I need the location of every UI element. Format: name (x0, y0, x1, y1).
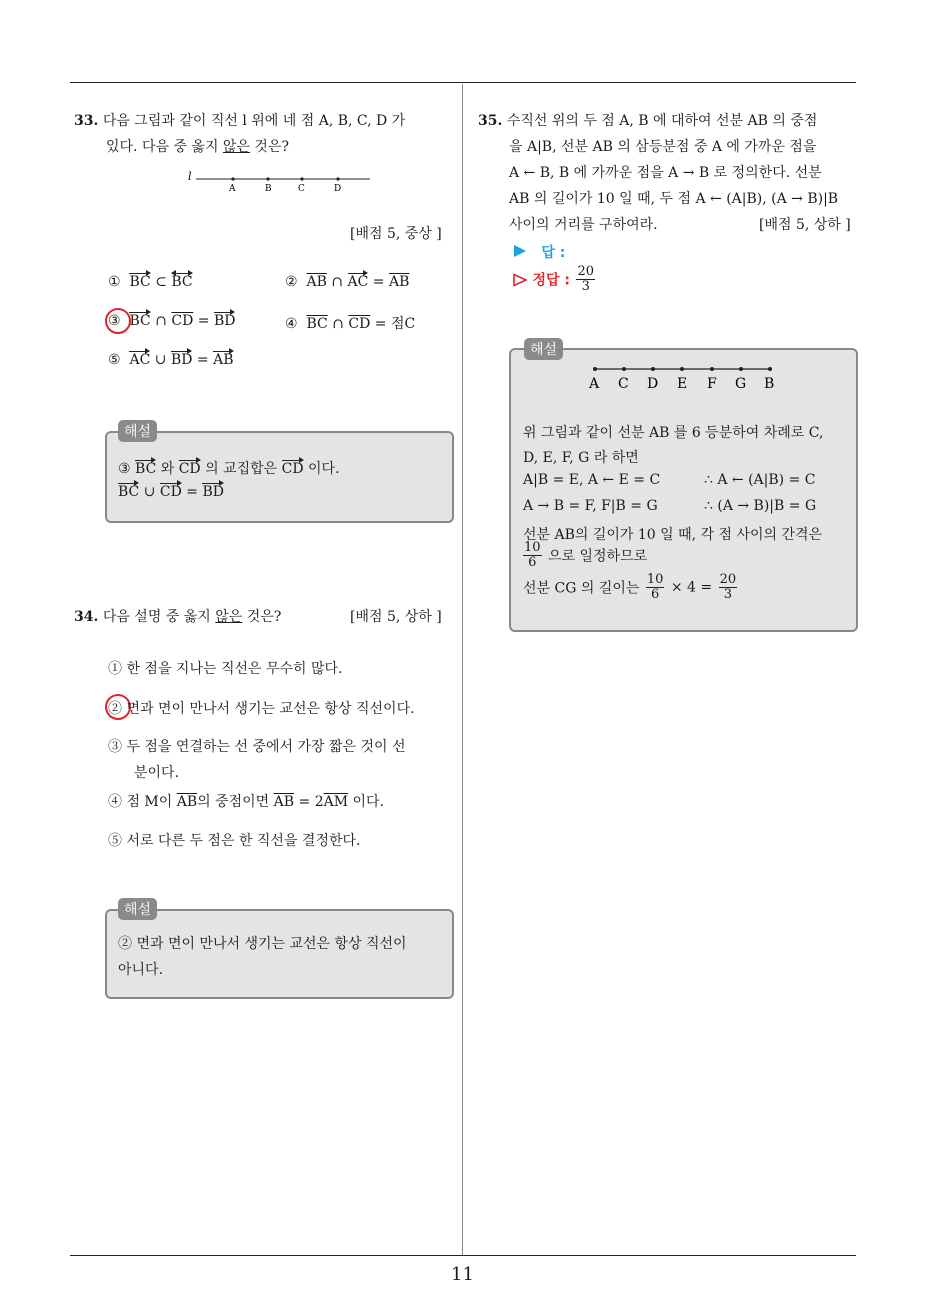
q33-explanation-tag: 해설 (118, 420, 157, 442)
q33-score: [배점 5, 중상 ] (350, 226, 442, 242)
q35-explanation-line3b: ∴ A ← (A|B) = C (704, 472, 816, 488)
q35-interval-fraction: $\frac{10}{6}$ (524, 540, 541, 570)
q35-explanation-line7: 선분 CG 의 길이는 $\frac{10}{6}$ × 4 = $\frac{20}{3}$ (523, 572, 737, 602)
q35-label-a: A (589, 376, 600, 392)
q35-point-d (651, 367, 655, 371)
correct-arrow-icon (512, 273, 528, 287)
q33-option-4[interactable]: ④ $\overline{BC}$ ∩ $\overline{CD}$ = 점C (285, 316, 416, 332)
q33-line-figure (180, 168, 380, 196)
q35-number: 35. (478, 113, 503, 129)
answer-arrow-icon (512, 244, 528, 258)
q35-explanation-line3a: A|B = E, A ← E = C (523, 472, 661, 488)
q35-explanation-line2: D, E, F, G 라 하면 (523, 450, 639, 466)
q35-correct-label: 정답 : (532, 272, 570, 289)
q35-explanation-tag: 해설 (524, 338, 563, 360)
q33-option-5[interactable]: ⑤ AC ∪ BD = AB (108, 352, 234, 368)
q33-option-1[interactable]: ① BC ⊂ BC (108, 274, 193, 290)
q35-stem-line5: 사이의 거리를 구하여라. (509, 217, 658, 233)
q35-label-b: B (764, 376, 775, 392)
q34-option-5[interactable]: ⑤ 서로 다른 두 점은 한 직선을 결정한다. (108, 833, 361, 849)
q34-option-2[interactable]: ② 면과 면이 만나서 생기는 교선은 항상 직선이다. (108, 701, 415, 717)
q35-label-g: G (735, 376, 747, 392)
q33-option-3[interactable]: ③ BC ∩ $\overline{CD}$ = BD (108, 313, 236, 329)
q35-stem-line1: 35. 수직선 위의 두 점 A, B 에 대하여 선분 AB 의 중점 (478, 113, 818, 129)
bottom-rule (70, 1255, 856, 1256)
q33-point-c (300, 177, 303, 180)
q34-number: 34. (74, 609, 99, 625)
q35-stem-line2: 을 A|B, 선분 AB 의 삼등분점 중 A 에 가까운 점을 (509, 139, 817, 155)
q35-label-f: F (707, 376, 717, 392)
top-rule (70, 82, 856, 83)
q35-result-fraction: $\frac{20}{3}$ (719, 572, 737, 602)
q35-explanation-line4b: ∴ (A → B)|B = G (704, 498, 817, 514)
q34-stem: 34. 다음 설명 중 옳지 않은 것은? (74, 609, 282, 625)
q34-option-3-line1[interactable]: ③ 두 점을 연결하는 선 중에서 가장 짧은 것이 선 (108, 739, 406, 755)
q35-point-b (768, 367, 772, 371)
q33-point-b (266, 177, 269, 180)
q34-explanation-line2: 아니다. (118, 962, 164, 978)
q35-point-f (710, 367, 714, 371)
q35-length-fraction: $\frac{10}{6}$ (646, 572, 664, 602)
q33-label-b: B (265, 184, 272, 194)
q33-explanation-line1: ③ BC 와 CD 의 교집합은 CD 이다. (118, 461, 340, 477)
q35-correct-row (512, 265, 597, 294)
q35-point-a (593, 367, 597, 371)
q33-line-label: l (188, 170, 192, 183)
q34-score: [배점 5, 상하 ] (350, 609, 442, 625)
q35-answer-row[interactable] (512, 242, 565, 262)
q34-option-1[interactable]: ① 한 점을 지나는 직선은 무수히 많다. (108, 661, 343, 677)
q35-explanation-line1: 위 그림과 같이 선분 AB 를 6 등분하여 차례로 C, (523, 425, 824, 441)
q34-explanation-tag: 해설 (118, 898, 157, 920)
q35-point-c (622, 367, 626, 371)
q34-explanation-box (105, 909, 454, 999)
q33-stem-line1: 33. 다음 그림과 같이 직선 l 위에 네 점 A, B, C, D 가 (74, 113, 406, 129)
q35-point-e (680, 367, 684, 371)
column-divider (462, 84, 463, 1256)
q35-label-e: E (677, 376, 688, 392)
q34-option-4[interactable]: ④ 점 M이 $\overline{AB}$의 중점이면 $\overline{AB} = 2\overline{AM}$ 이다. (108, 794, 385, 810)
q33-point-d (336, 177, 339, 180)
q35-point-g (739, 367, 743, 371)
q35-correct-fraction: $\frac{20}{3}$ (577, 264, 594, 294)
q34-explanation-line1: ② 면과 면이 만나서 생기는 교선은 항상 직선이 (118, 936, 407, 952)
q34-option-3-line2: 분이다. (134, 765, 180, 781)
q33-option-2[interactable]: ② $\overline{AB}$ ∩ AC = $\overline{AB}$ (285, 274, 410, 290)
q33-number: 33. (74, 113, 99, 129)
q35-answer-label: 답 : (541, 245, 566, 261)
q33-label-c: C (298, 184, 305, 194)
q35-stem-line4: AB 의 길이가 10 일 때, 두 점 A ← (A|B), (A → B)|B (509, 191, 839, 207)
q33-explanation-line2: BC ∪ CD = BD (118, 484, 224, 500)
q33-stem-line2: 있다. 다음 중 옳지 않은 것은? (106, 139, 289, 155)
q35-score: [배점 5, 상하 ] (759, 217, 851, 233)
q35-explanation-line5: 선분 AB의 길이가 10 일 때, 각 점 사이의 간격은 (523, 527, 823, 543)
q35-explanation-line6: $\frac{10}{6}$ 으로 일정하므로 (524, 540, 648, 570)
q35-segment-figure (582, 362, 782, 392)
q35-stem-line3: A ← B, B 에 가까운 점을 A → B 로 정의한다. 선분 (509, 165, 822, 181)
page-number: 11 (451, 1264, 474, 1285)
q35-label-c: C (618, 376, 629, 392)
q35-label-d: D (647, 376, 659, 392)
q33-label-a: A (229, 184, 236, 194)
q33-label-d: D (334, 184, 342, 194)
q33-point-a (231, 177, 234, 180)
q35-explanation-line4a: A → B = F, F|B = G (523, 498, 658, 514)
